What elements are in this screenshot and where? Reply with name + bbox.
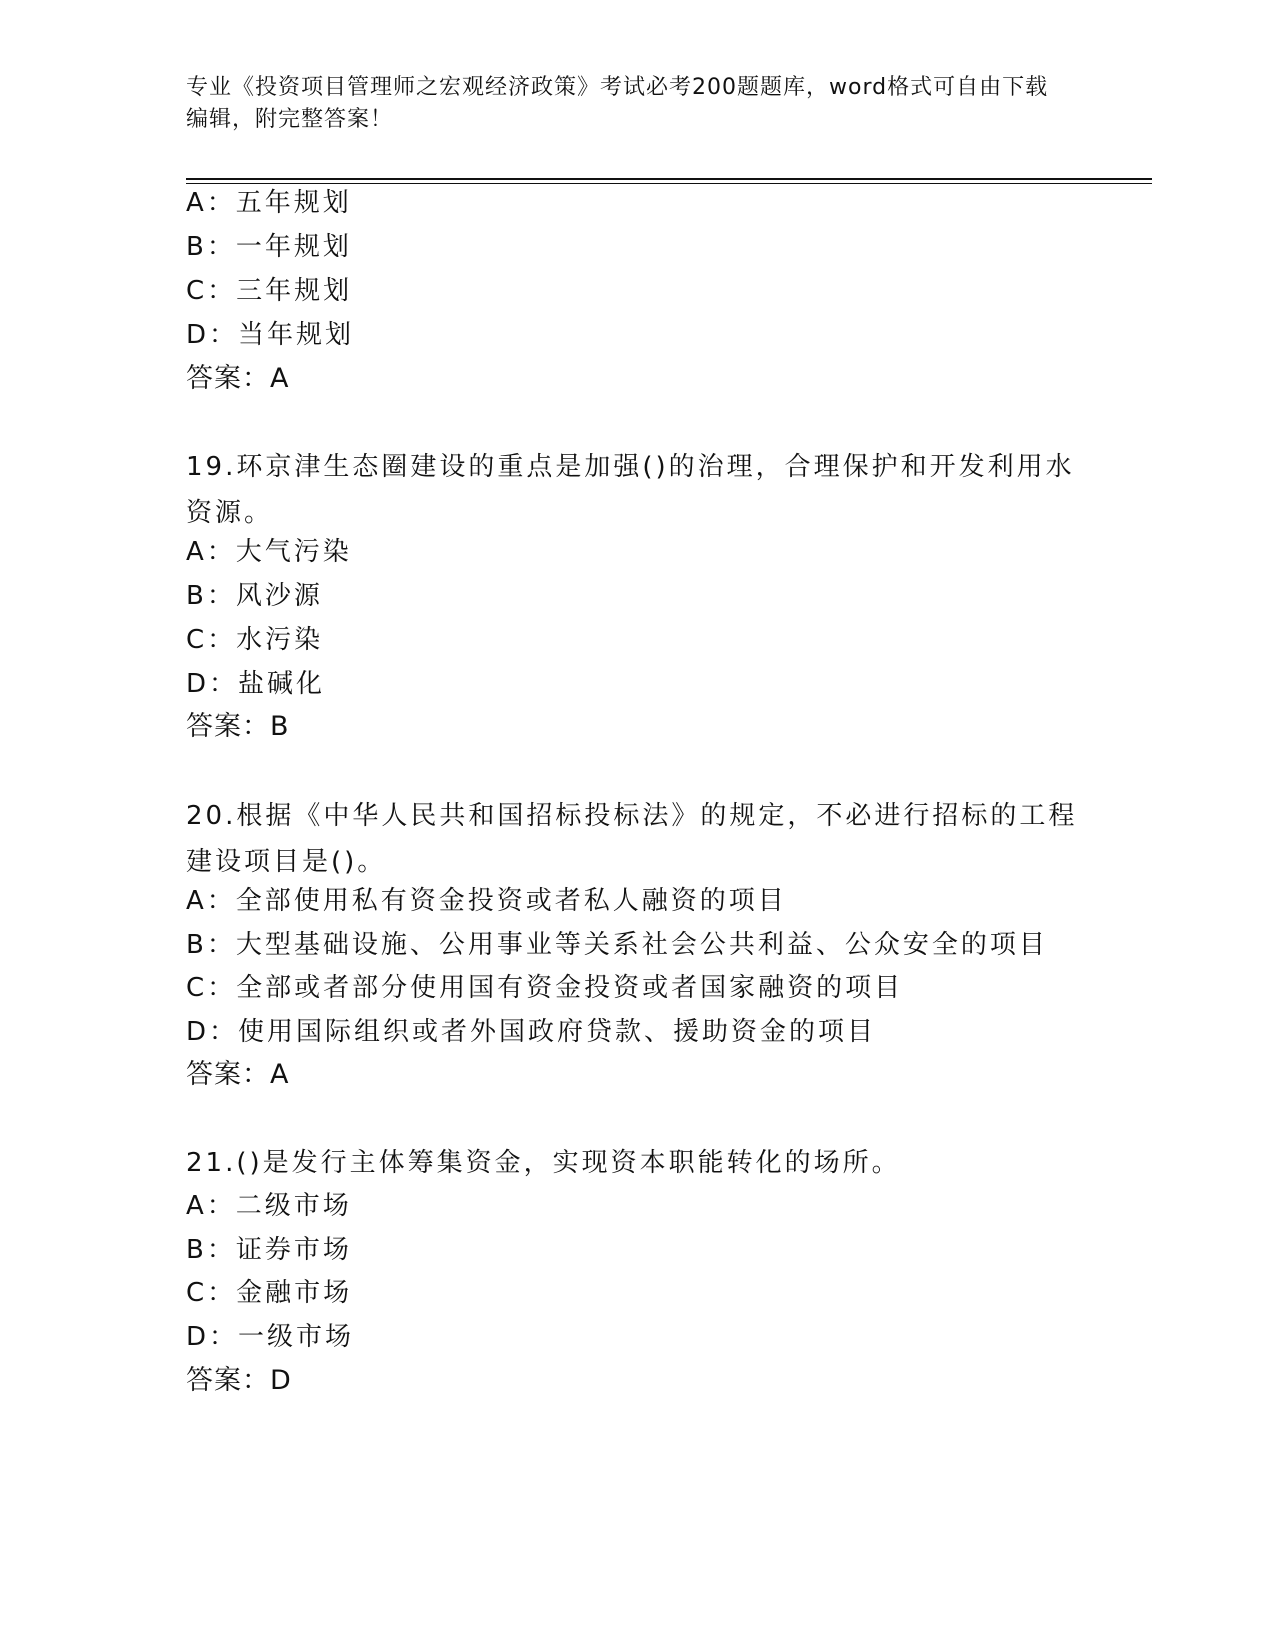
q19-option-b: B：风沙源 (186, 581, 323, 611)
q18-option-a: A：五年规划 (186, 188, 352, 218)
q18-answer: 答案：A (186, 363, 290, 394)
q18-option-d: D：当年规划 (186, 320, 355, 350)
q19-question: 19.环京津生态圈建设的重点是加强()的治理，合理保护和开发利用水资源。 (186, 452, 1075, 528)
header-rule-thick (186, 178, 1152, 180)
q19-option-d: D：盐碱化 (186, 669, 326, 699)
q20-option-c: C：全部或者部分使用国有资金投资或者国家融资的项目 (186, 973, 904, 1003)
q19-option-a: A：大气污染 (186, 537, 352, 567)
q21-option-a: A：二级市场 (186, 1191, 352, 1221)
q20-option-a: A：全部使用私有资金投资或者私人融资的项目 (186, 886, 787, 916)
q21-option-c: C：金融市场 (186, 1278, 353, 1308)
q21-answer: 答案：D (186, 1365, 292, 1396)
q21-option-b: B：证券市场 (186, 1235, 352, 1265)
document-header: 专业《投资项目管理师之宏观经济政策》考试必考200题题库，word格式可自由下载编辑，附完整答案！ (186, 75, 1049, 132)
q20-option-b: B：大型基础设施、公用事业等关系社会公共利益、公众安全的项目 (186, 930, 1048, 960)
q21-option-d: D：一级市场 (186, 1322, 355, 1352)
q20-option-d: D：使用国际组织或者外国政府贷款、援助资金的项目 (186, 1017, 877, 1047)
q19-answer: 答案：B (186, 711, 290, 742)
header-rule-thin (186, 183, 1152, 184)
q20-answer: 答案：A (186, 1059, 290, 1090)
q19-option-c: C：水污染 (186, 625, 324, 655)
q20-question: 20.根据《中华人民共和国招标投标法》的规定，不必进行招标的工程建设项目是()。 (186, 801, 1078, 877)
q18-option-b: B：一年规划 (186, 232, 352, 262)
q21-question: 21.()是发行主体筹集资金，实现资本职能转化的场所。 (186, 1148, 901, 1178)
q18-option-c: C：三年规划 (186, 276, 353, 306)
